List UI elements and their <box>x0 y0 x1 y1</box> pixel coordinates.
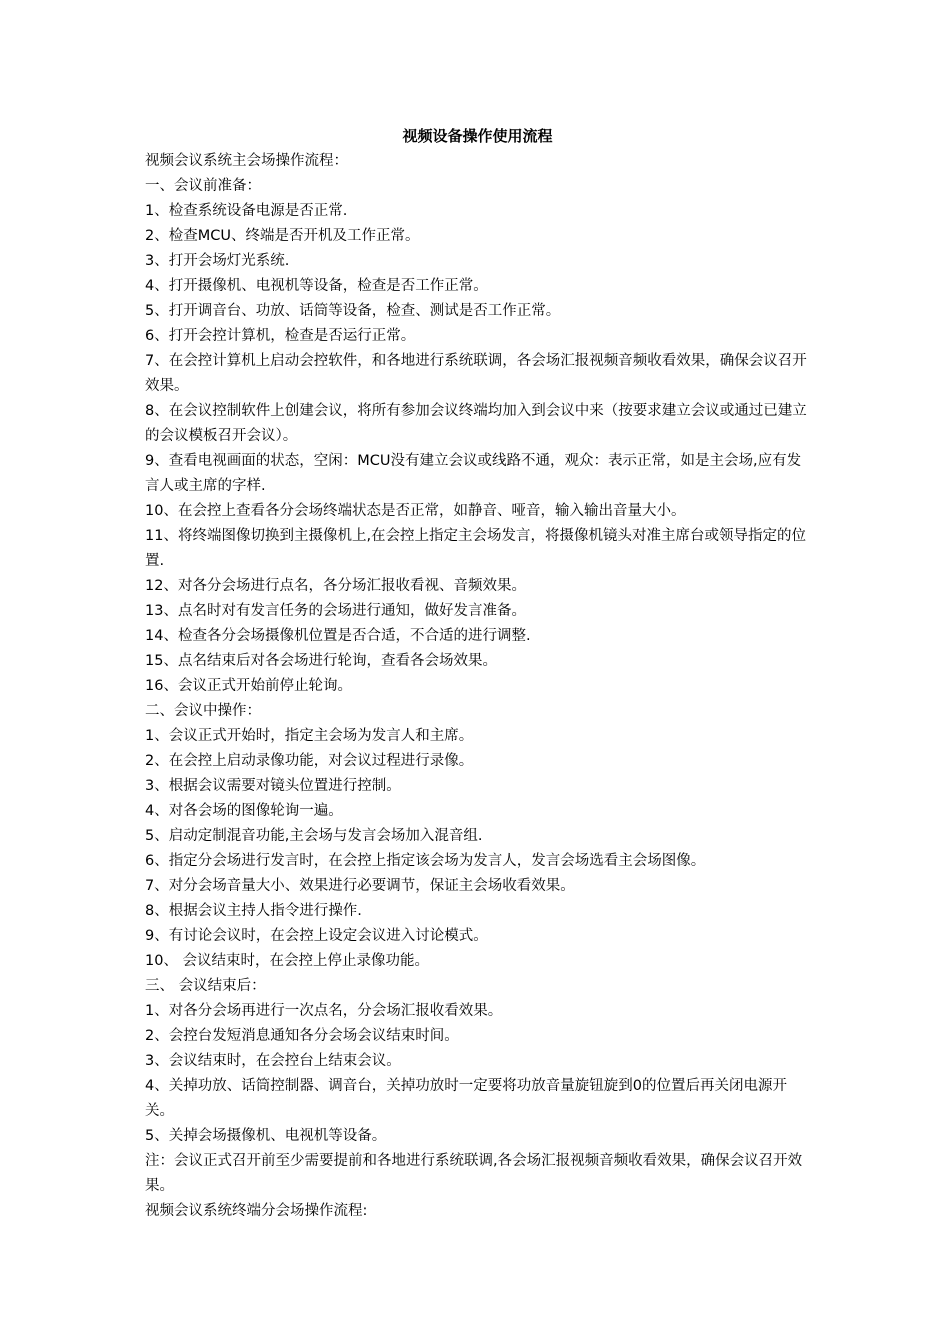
paragraph-line: 2、会控台发短消息通知各分会场会议结束时间。 <box>145 1028 459 1044</box>
paragraph-line: 12、对各分会场进行点名，各分场汇报收看视、音频效果。 <box>145 578 526 594</box>
paragraph-line: 10、 会议结束时，在会控上停止录像功能。 <box>145 953 430 969</box>
document-title: 视频设备操作使用流程 <box>402 127 553 145</box>
paragraph-line: 8、根据会议主持人指令进行操作. <box>145 903 362 919</box>
paragraph-line: 视频会议系统主会场操作流程： <box>145 153 348 169</box>
paragraph-line: 3、打开会场灯光系统. <box>145 253 290 269</box>
paragraph-line: 1、检查系统设备电源是否正常. <box>145 203 348 219</box>
paragraph-line: 9、查看电视画面的状态，空闲：MCU没有建立会议或线路不通，观众：表示正常，如是主会场,应有发言人或主席的字样. <box>145 453 802 494</box>
paragraph-line: 1、会议正式开始时，指定主会场为发言人和主席。 <box>145 728 474 744</box>
section-heading-during-meeting: 二、会议中操作： <box>145 703 261 719</box>
paragraph-line: 14、检查各分会场摄像机位置是否合适，不合适的进行调整. <box>145 628 531 644</box>
paragraph-line: 5、关掉会场摄像机、电视机等设备。 <box>145 1128 387 1144</box>
paragraph-line: 11、将终端图像切换到主摄像机上,在会控上指定主会场发言，将摄像机镜头对准主席台或领导指定的位置. <box>145 528 807 569</box>
paragraph-line: 16、会议正式开始前停止轮询。 <box>145 678 352 694</box>
paragraph-line: 4、打开摄像机、电视机等设备，检查是否工作正常。 <box>145 278 488 294</box>
paragraph-line: 9、有讨论会议时，在会控上设定会议进入讨论模式。 <box>145 928 488 944</box>
paragraph-line: 15、点名结束后对各会场进行轮询，查看各会场效果。 <box>145 653 497 669</box>
paragraph-line: 8、在会议控制软件上创建会议，将所有参加会议终端均加入到会议中来（按要求建立会议或通过已建立的会议模板召开会议）。 <box>145 403 807 444</box>
paragraph-line: 5、打开调音台、功放、话筒等设备，检查、测试是否工作正常。 <box>145 303 561 319</box>
paragraph-line: 3、会议结束时，在会控台上结束会议。 <box>145 1053 401 1069</box>
section-heading-after-meeting: 三、 会议结束后： <box>145 978 266 994</box>
paragraph-line: 10、在会控上查看各分会场终端状态是否正常，如静音、哑音，输入输出音量大小。 <box>145 503 686 519</box>
paragraph-line: 6、指定分会场进行发言时，在会控上指定该会场为发言人，发言会场选看主会场图像。 <box>145 853 706 869</box>
paragraph-line: 6、打开会控计算机，检查是否运行正常。 <box>145 328 416 344</box>
section-heading-before-meeting: 一、会议前准备： <box>145 178 261 194</box>
paragraph-line: 13、点名时对有发言任务的会场进行通知，做好发言准备。 <box>145 603 526 619</box>
note-paragraph: 注：会议正式召开前至少需要提前和各地进行系统联调,各会场汇报视频音频收看效果，确保会议召开效果。 <box>145 1153 803 1194</box>
paragraph-line: 3、根据会议需要对镜头位置进行控制。 <box>145 778 401 794</box>
paragraph-line: 4、对各会场的图像轮询一遍。 <box>145 803 343 819</box>
paragraph-line: 7、在会控计算机上启动会控软件，和各地进行系统联调，各会场汇报视频音频收看效果，确保会议召开效果。 <box>145 353 807 394</box>
paragraph-line: 4、关掉功放、话筒控制器、调音台，关掉功放时一定要将功放音量旋钮旋到0的位置后再关闭电源开关。 <box>145 1078 787 1119</box>
document-body <box>145 124 810 1224</box>
paragraph-line: 2、检查MCU、终端是否开机及工作正常。 <box>145 228 420 244</box>
paragraph-line: 5、启动定制混音功能,主会场与发言会场加入混音组. <box>145 828 483 844</box>
paragraph-line: 1、对各分会场再进行一次点名，分会场汇报收看效果。 <box>145 1003 503 1019</box>
paragraph-line: 7、对分会场音量大小、效果进行必要调节，保证主会场收看效果。 <box>145 878 575 894</box>
paragraph-line: 2、在会控上启动录像功能，对会议过程进行录像。 <box>145 753 474 769</box>
section-heading-branch-venue: 视频会议系统终端分会场操作流程: <box>145 1203 368 1219</box>
